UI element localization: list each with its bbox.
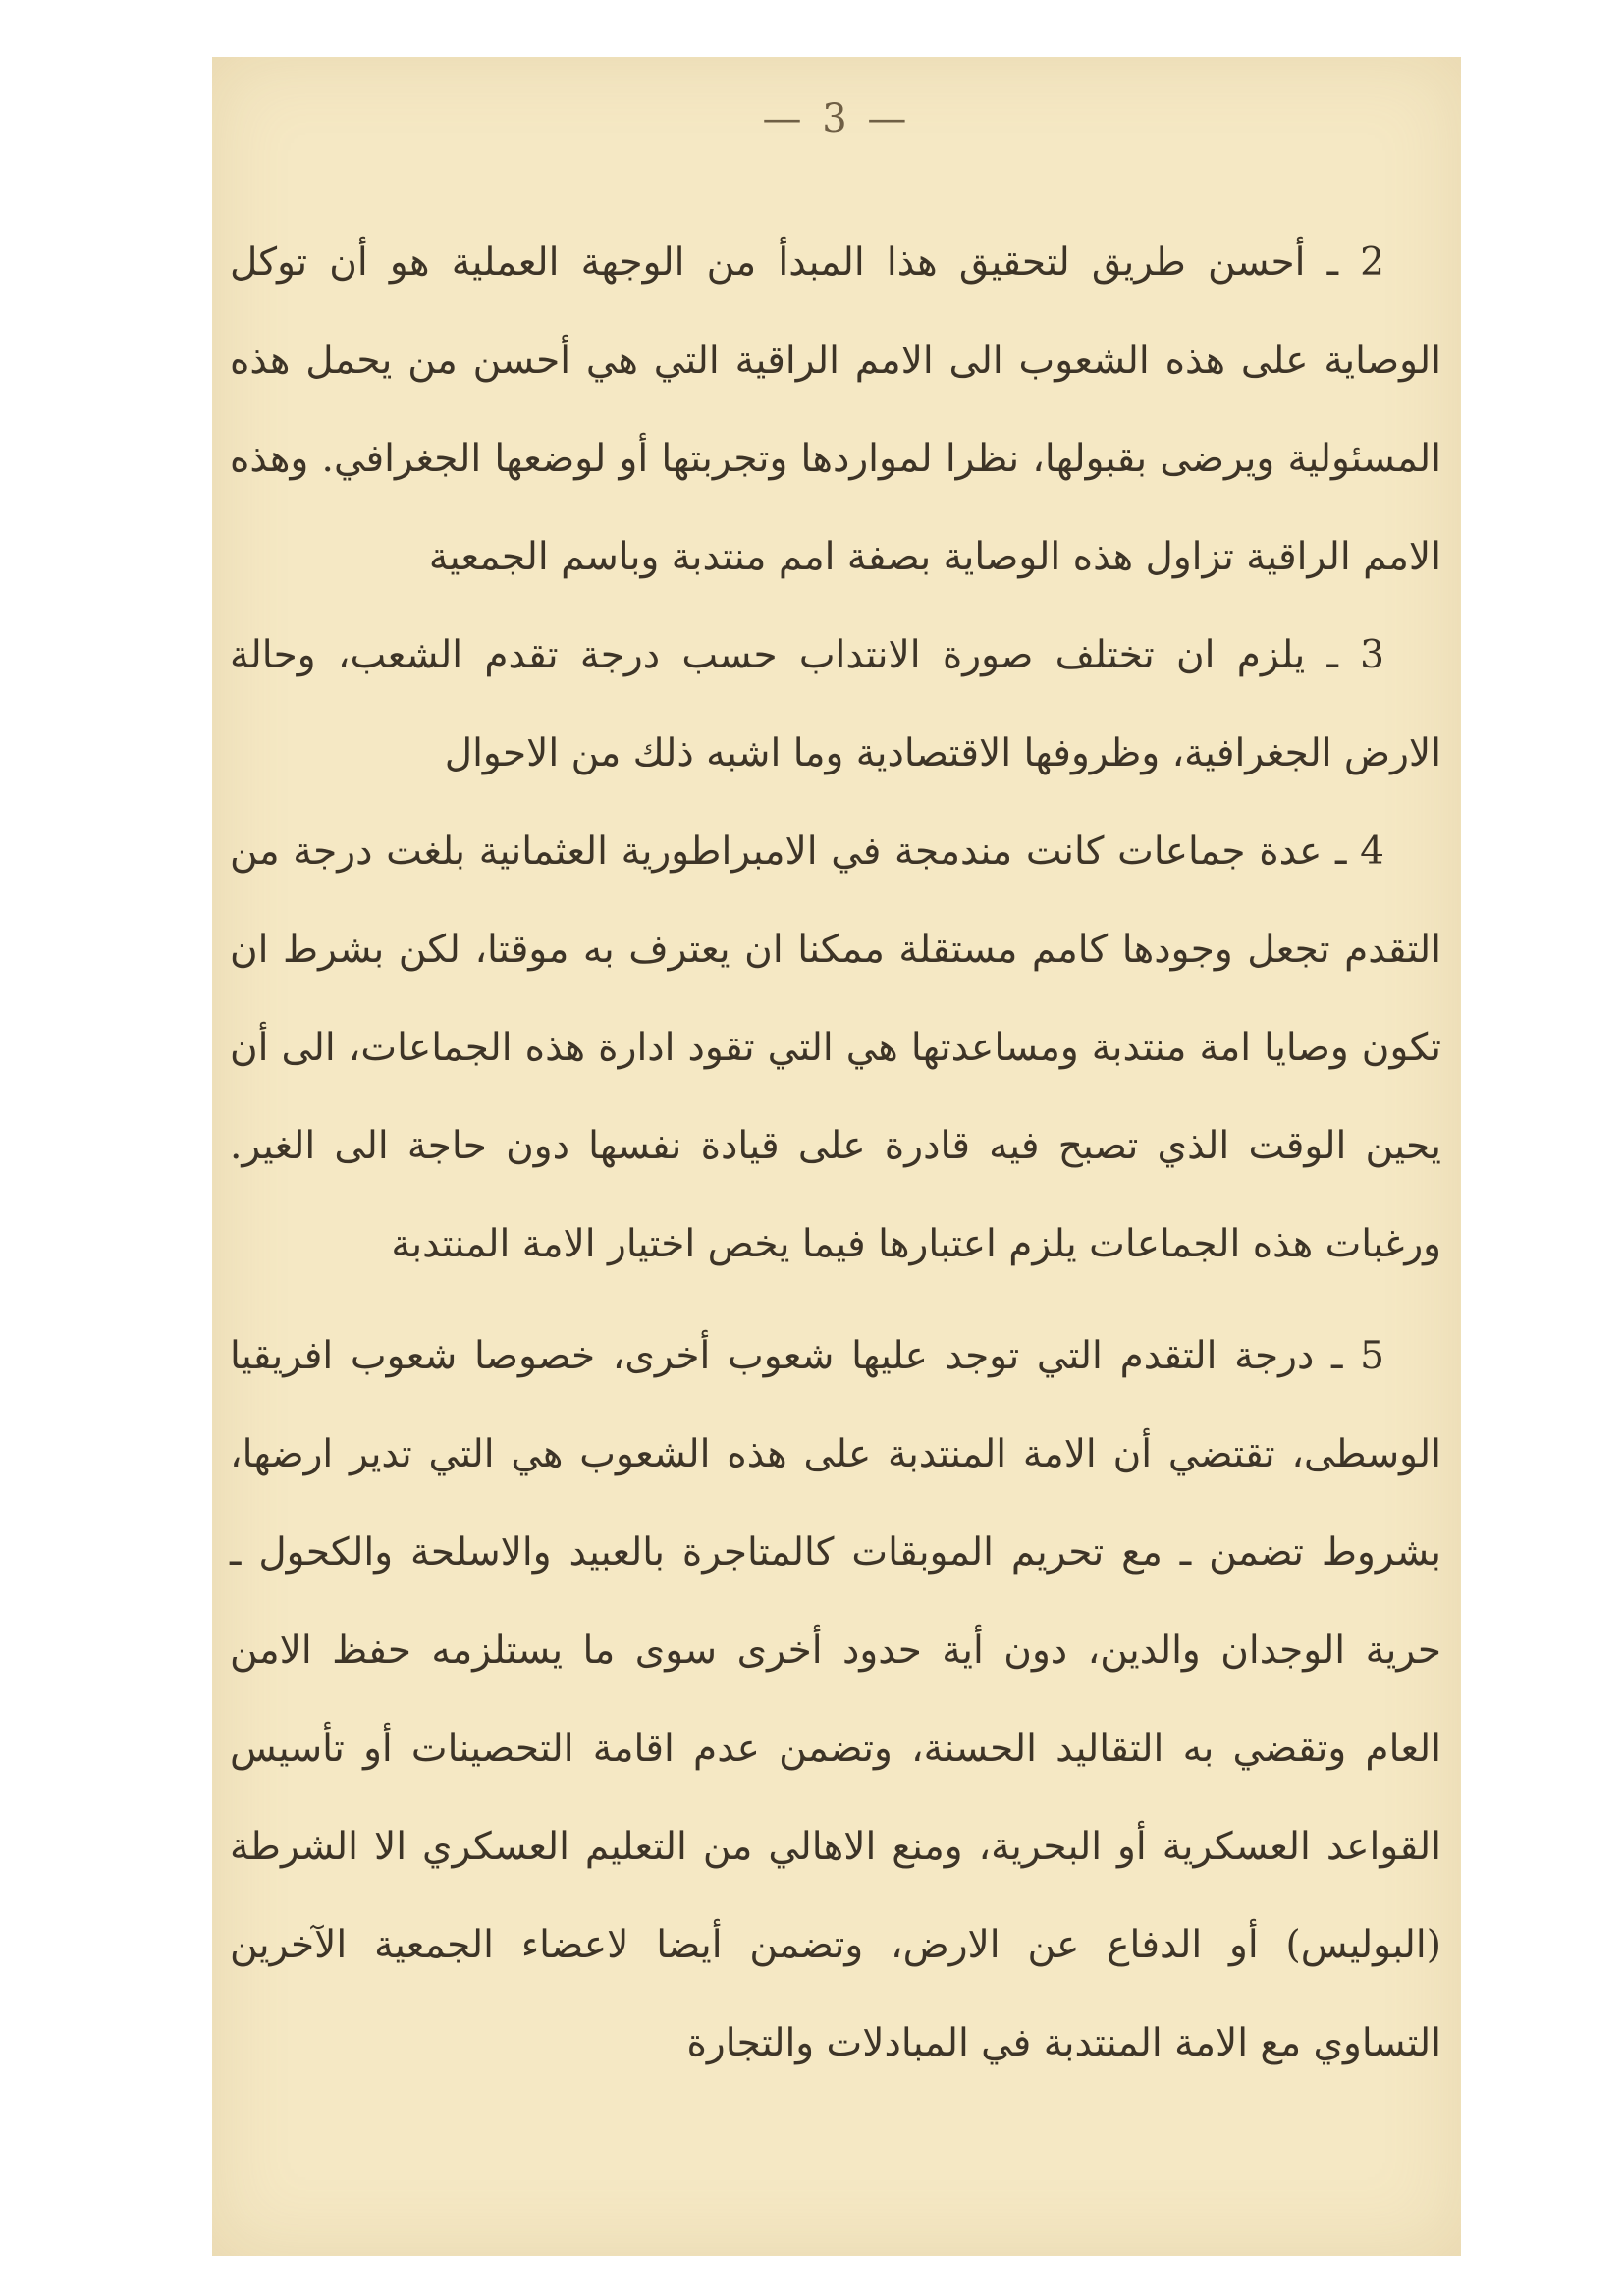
document-page (212, 57, 1461, 2256)
paragraph-2: 2 ـ أحسن طريق لتحقيق هذا المبدأ من الوجهة العملية هو أن توكل الوصاية على هذه الشعوب الى الامم الراقية التي هي أحسن من يحمل هذه المسئولية ويرضى بقبولها، نظرا لمواردها وتجربتها أو لوضعها الجغرافي. وهذه الامم الراقية تزاول هذه الوصاية بصفة امم منتدبة وباسم الجمعية (230, 240, 1441, 579)
paragraph-3: 3 ـ يلزم ان تختلف صورة الانتداب حسب درجة تقدم الشعب، وحالة الارض الجغرافية، وظروفها الاقتصادية وما اشبه ذلك من الاحوال (230, 633, 1441, 775)
paragraph-5: 5 ـ درجة التقدم التي توجد عليها شعوب أخرى، خصوصا شعوب افريقيا الوسطى، تقتضي أن الامة المنتدبة على هذه الشعوب هي التي تدير ارضها، بشروط تضمن ـ مع تحريم الموبقات كالمتاجرة بالعبيد والاسلحة والكحول ـ حرية الوجدان والدين، دون أية حدود أخرى سوى ما يستلزمه حفظ الامن العام وتقضي به التقاليد الحسنة، وتضمن عدم اقامة التحصينات أو تأسيس القواعد العسكرية أو البحرية، ومنع الاهالي من التعليم العسكري الا الشرطة (البوليس) أو الدفاع عن الارض، وتضمن أيضا لاعضاء الجمعية الآخرين التساوي مع الامة المنتدبة في المبادلات والتجارة (230, 1334, 1441, 2065)
page-number: — 3 — (762, 96, 911, 141)
body-text (230, 214, 1441, 2093)
paragraph-4: 4 ـ عدة جماعات كانت مندمجة في الامبراطورية العثمانية بلغت درجة من التقدم تجعل وجودها كامم مستقلة ممكنا ان يعترف به موقتا، لكن بشرط ان تكون وصايا امة منتدبة ومساعدتها هي التي تقود ادارة هذه الجماعات، الى أن يحين الوقت الذي تصبح فيه قادرة على قيادة نفسها دون حاجة الى الغير. ورغبات هذه الجماعات يلزم اعتبارها فيما يخص اختيار الامة المنتدبة (230, 829, 1441, 1266)
